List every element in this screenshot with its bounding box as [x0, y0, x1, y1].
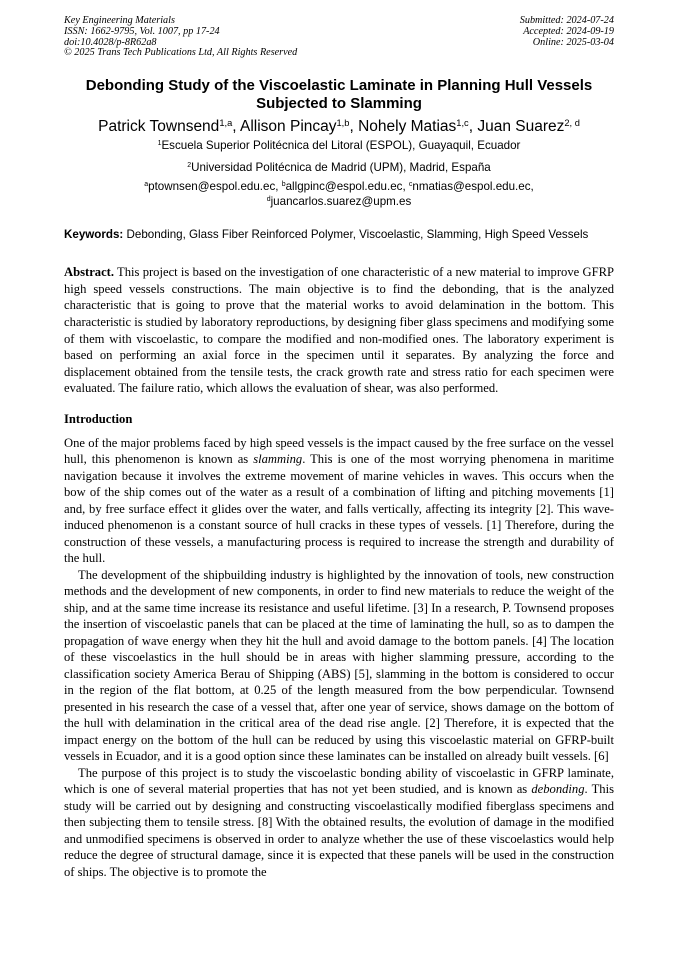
online-date: Online: 2025-03-04 [532, 36, 614, 48]
paper-title [64, 77, 614, 113]
paper-page [64, 16, 614, 880]
email-sup: a [144, 181, 149, 189]
affiliation-text: Escuela Superior Politécnica del Litoral (ESPOL), Guayaquil, Ecuador [161, 139, 521, 153]
keywords-text: Debonding, Glass Fiber Reinforced Polymer, Viscoelastic, Slamming, High Speed Vessels [126, 228, 589, 242]
accepted-date: Accepted: 2024-09-19 [523, 25, 614, 37]
email-sup: c [408, 181, 413, 189]
author-sup: 1,a [219, 118, 233, 129]
email-link[interactable]: juancarlos.suarez@upm.es [270, 195, 412, 209]
author-name: Nohely Matias [358, 118, 457, 136]
abstract-text: This project is based on the investigation of one characteristic of a new material to improve GFRP high speed vessels constructions. The main objective is to find the debonding, that is the analyzed characteristic that is going to prove that the material works to avoid delamination in the bottom. This characteristic is studied by laboratory reproductions, by designing fiber glass specimens and modifying some of them with viscoelastic, to compare the modified and non-modified ones. The laboratory experiment is based on performing an axial force in the specimen until it separates. By analyzing the force and displacement obtained from the tensile tests, the crack growth rate and stress ratio for each specimen were evaluated. The failure ratio, which allows the evaluation of shear, was also performed. [64, 265, 614, 396]
affiliation-2 [64, 161, 614, 175]
email-sup: d [266, 196, 271, 204]
keywords-label: Keywords: [64, 228, 124, 242]
email-link[interactable]: nmatias@espol.edu.ec, [412, 180, 534, 194]
email-sup: b [281, 181, 286, 189]
journal-info [64, 16, 297, 59]
intro-paragraph-1 [64, 435, 614, 567]
author-list: Patrick Townsend$^{1,a}$, Allison Pincay$^{1,b}$, Nohely Matias$^{1,c}$, Juan Suarez$^{2, d}$ [98, 118, 580, 136]
keywords [64, 228, 614, 242]
intro-paragraph-3 [64, 765, 614, 881]
affiliation-text: Universidad Politécnica de Madrid (UPM), Madrid, España [191, 161, 491, 175]
email-link[interactable]: ptownsen@espol.edu.ec, [148, 180, 279, 194]
abstract [64, 264, 614, 397]
journal-issn: ISSN: 1662-9795, Vol. 1007, pp 17-24 [64, 25, 220, 37]
emphasis-term: slamming [253, 452, 303, 467]
author-sup: 1,b [336, 118, 350, 129]
title-line-1: Debonding Study of the Viscoelastic Laminate in Planning Hull Vessels [85, 77, 593, 95]
journal-header [64, 16, 614, 59]
emphasis-term: debonding [531, 782, 585, 797]
email-link[interactable]: allgpinc@espol.edu.ec, [285, 180, 406, 194]
paragraph-text: . This study will be carried out by designing and constructing viscoelastically modified fiberglass specimens and then subjecting them to tensile stress. [8] With the obtained results, the evolution of damage in the modified and unmodified specimens is observed in order to analyze whether the use of these viscoelastics would help reduce the degree of structural damage, since it is expected that these panels will be used in the construction of ships. The objective is to promote the [64, 782, 614, 879]
journal-copyright: © 2025 Trans Tech Publications Ltd, All Rights Reserved [64, 47, 298, 59]
publication-dates [520, 16, 614, 59]
submitted-date: Submitted: 2024-07-24 [519, 15, 614, 26]
paragraph-text: One of the major problems faced by high speed vessels is the impact caused by the free surface on the vessel hull, this phenomenon is known as [64, 435, 614, 467]
author-sup: 1,c [456, 118, 469, 129]
affiliation-sup: 1 [157, 140, 162, 148]
author-name: Juan Suarez [477, 118, 565, 136]
author-name: Patrick Townsend [98, 118, 220, 136]
author-sup: 2, d [564, 118, 580, 129]
title-line-2: Subjected to Slamming [256, 95, 422, 113]
journal-name: Key Engineering Materials [64, 15, 175, 26]
intro-paragraph-2: The development of the shipbuilding industry is highlighted by the innovation of tools, new construction methods and the development of new components, in order to find new materials to reduce the weight of the ship, and at the same time increase its resistance and useful lifetime. [3] In a research, P. Townsend proposes the insertion of viscoelastic panels that can be placed at the time of laminating the hull, so as to dampen the propagation of wave energy when they hit the hull and avoid damage to the bottom panels. [4] The location of these viscoelastics in the hull should be in areas with higher slamming pressure, according to the classification society America Berau of Shipping (ABS) [5], slamming in the bottom is considered to occur in the region of the flat bottom, at 0.25 of the length measured from the bow perpendicular. Townsend presented in his research the case of a vessel that, after one year of service, shows damage on the bottom of the hull with delamination in the critical area of the dead rise angle. [2] Therefore, it is expected that the impact energy on the bottom of the hull can be reduced by using this viscoelastic material on GFRP-built vessels in Ecuador, and it is a good option since these laminates can be installed on already built vessels. [6] [64, 567, 614, 764]
affiliation-1 [64, 139, 614, 153]
abstract-label: Abstract. [64, 265, 115, 280]
author-name: Allison Pincay [240, 118, 337, 136]
journal-doi: doi:10.4028/p-8R62a8 [64, 36, 157, 48]
introduction-heading: Introduction [64, 411, 133, 426]
paragraph-text: The purpose of this project is to study the viscoelastic bonding ability of viscoelastic in GFRP laminate, which is one of several material properties that has not yet been studied, and is known as [64, 765, 614, 797]
paragraph-text: . This is one of the most worrying phenomena in maritime navigation because it involves the extreme movement of marine vehicles in waves. This occurs when the bow of the ship comes out of the water as a result of a combination of lifting and pitching movements [1] and, by free surface effect it glides over the water, and falls vertically, affecting its integrity [2]. This wave-induced phenomenon is a constant source of hull cracks in these types of vessels. [1] Therefore, during the construction of these vessels, a manufacturing process is required to increase the strength and durability of the hull. [64, 452, 614, 566]
author-emails [64, 179, 614, 209]
affiliation-sup: 2 [187, 162, 192, 170]
